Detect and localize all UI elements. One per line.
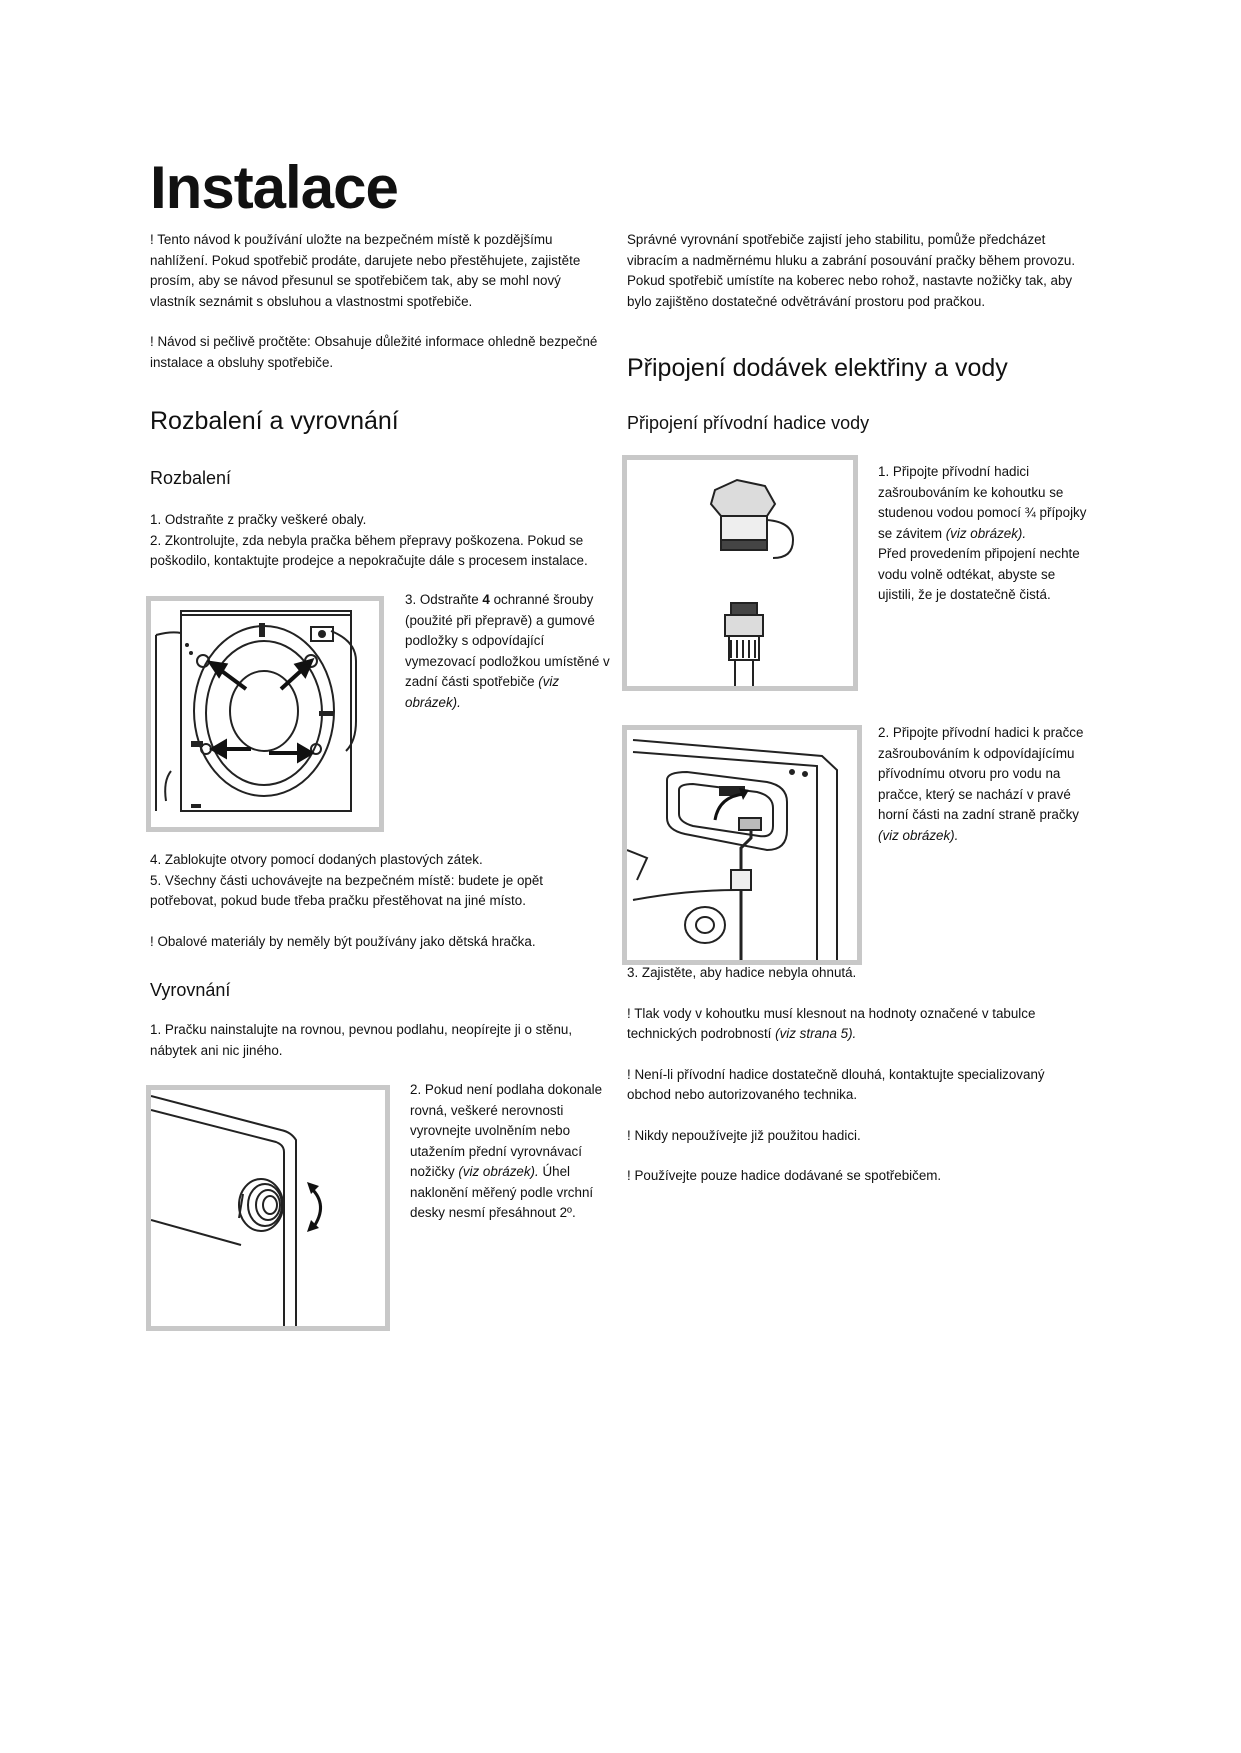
intro-paragraph-1: ! Tento návod k používání uložte na bezpečném místě k pozdějšímu nahlížení. Pokud spotřebič prodáte, darujete nebo přestěhujete, zajistěte prosím, aby se návod přesunul se spotřebičem tak, aby se mohl nový vlastník seznámit s obsluhou a vlastnostmi spotřebiče. <box>150 232 581 309</box>
hose-step-1-ref: (viz obrázek). <box>945 525 1027 541</box>
unpacking-steps-1-2 <box>150 510 605 572</box>
figure-leveling-foot <box>146 1085 390 1331</box>
right-leveling-paragraph <box>627 230 1087 312</box>
warning-supplied-hoses: ! Používejte pouze hadice dodávané se spotřebičem. <box>627 1168 942 1183</box>
warning-hose-length: ! Není-li přívodní hadice dostatečně dlouhá, kontaktujte specializovaný obchod nebo autorizovaného technika. <box>627 1066 1045 1102</box>
unpack-step-2: 2. Zkontrolujte, zda nebyla pračka během přepravy poškozena. Pokud se poškodilo, kontaktujte prodejce a nepokračujte dále s procesem instalace. <box>150 532 588 568</box>
figure-machine-back <box>146 596 384 832</box>
unpack-step-3-ref: (viz obrázek). <box>405 674 560 710</box>
intro-paragraph-2: ! Návod si pečlivě pročtěte: Obsahuje důležité informace ohledně bezpečné instalace a obsluhy spotřebiče. <box>150 334 598 370</box>
machine-inlet-illustration <box>627 730 857 960</box>
unpacking-steps-4-5 <box>150 850 605 952</box>
unpack-step-3-text-b: ochranné šrouby (použité při přepravě) a gumové podložky s odpovídající vymezovací podložkou umístěné v zadní části spotřebiče <box>405 592 610 689</box>
warning-pressure <box>627 1004 1087 1045</box>
leveling-foot-illustration <box>151 1090 385 1326</box>
unpack-warning: ! Obalové materiály by neměly být používány jako dětská hračka. <box>150 933 536 949</box>
unpack-step-4: 4. Zablokujte otvory pomocí dodaných plastových zátek. <box>150 852 483 867</box>
unpack-step-3-text-a: 3. Odstraňte <box>405 592 483 607</box>
hose-step-2-text: 2. Připojte přívodní hadici k pračce zašroubováním k odpovídajícímu přívodnímu otvoru pro vodu na pračce, který se nachází v pravé horní části na zadní straně pračky <box>878 725 1084 822</box>
subsection-title-leveling: Vyrovnání <box>150 980 231 1000</box>
level-step-2-ref: (viz obrázek). <box>458 1164 539 1179</box>
level-step-1: 1. Pračku nainstalujte na rovnou, pevnou podlahu, neopírejte ji o stěnu, nábytek ani nic jiného. <box>150 1022 573 1058</box>
unpack-step-1: 1. Odstraňte z pračky veškeré obaly. <box>150 512 367 527</box>
level-step-2-text-b: Úhel naklonění měřený podle vrchní desky nesmí přesáhnout 2º. <box>410 1164 594 1220</box>
subsection-title-hose: Připojení přívodní hadice vody <box>627 413 870 433</box>
warning-used-hose: ! Nikdy nepoužívejte již použitou hadici. <box>627 1127 861 1143</box>
figure-machine-inlet <box>622 725 862 965</box>
hose-step-3: 3. Zajistěte, aby hadice nebyla ohnutá. <box>627 965 857 980</box>
unpack-step-3 <box>405 590 610 713</box>
hose-step-1 <box>878 462 1088 606</box>
machine-back-illustration <box>151 601 379 827</box>
page-title: Instalace <box>150 154 398 221</box>
warning-pressure-ref: (viz strana 5). <box>775 1026 857 1041</box>
hose-step-2 <box>878 723 1088 846</box>
level-step-2 <box>410 1080 610 1224</box>
figure-tap-connection <box>622 455 858 691</box>
warning-pressure-text: ! Tlak vody v kohoutku musí klesnout na hodnoty označené v tabulce technických podrobností <box>627 1005 1036 1041</box>
left-intro <box>150 230 605 373</box>
hose-step-1-text-b: Před provedením připojení nechte vodu volně odtékat, abyste se ujistili, že je dostatečně čistá. <box>878 546 1080 602</box>
unpack-step-5: 5. Všechny části uchovávejte na bezpečném místě: budete je opět potřebovat, pokud bude třeba pračku přestěhovat na jiné místo. <box>150 872 544 908</box>
unpack-step-3-bold: 4 <box>482 592 490 607</box>
subsection-title-unpacking: Rozbalení <box>150 468 232 488</box>
hose-step-1-text-a: 1. Připojte přívodní hadici zašroubováním ke kohoutku se studenou vodou pomocí ¾ přípojky se závitem <box>878 464 1087 541</box>
tap-connection-illustration <box>627 460 853 686</box>
section-title-unpacking-leveling: Rozbalení a vyrovnání <box>150 407 399 435</box>
leveling-importance: Správné vyrovnání spotřebiče zajistí jeho stabilitu, pomůže předcházet vibracím a nadměrnému hluku a zabrání posouvání pračky během provozu. Pokud spotřebič umístíte na koberec nebo rohož, nastavte nožičky tak, aby bylo zajištěno dostatečné odvětrávání prostoru pod pračkou. <box>627 232 1076 309</box>
level-step-2-text-a: 2. Pokud není podlaha dokonale rovná, veškeré nerovnosti vyrovnejte uvolněním nebo utažením přední vyrovnávací nožičky <box>410 1082 603 1179</box>
hose-warnings <box>627 963 1087 1187</box>
hose-step-2-ref: (viz obrázek). <box>878 827 959 843</box>
section-title-connections: Připojení dodávek elektřiny a vody <box>627 354 1008 382</box>
leveling-step-1-block <box>150 1020 605 1061</box>
